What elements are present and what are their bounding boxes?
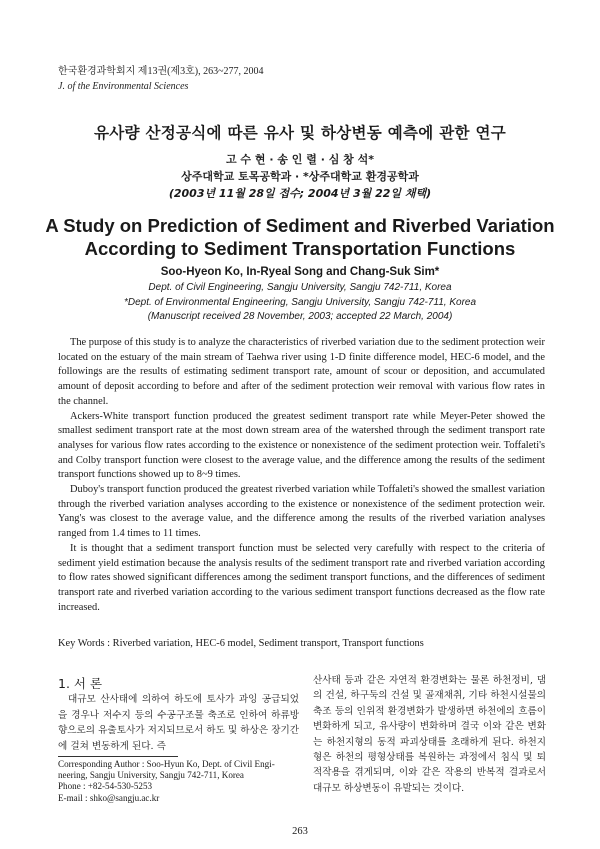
- footnote-line: Corresponding Author : Soo-Hyun Ko, Dept. of Civil Engi-: [58, 759, 275, 769]
- english-author-block: [0, 264, 600, 325]
- footnote-phone: Phone : +82-54-530-5253: [58, 781, 153, 792]
- body-paragraph: 산사태 등과 같은 자연적 환경변화는 물론 하천정비, 댐의 건설, 하구둑의 건설 및 골재채취, 기타 하천시설물의 축조 등의 인위적 환경변화가 발생하면 하천에의 흐름이 변화하게 되고, 유사량이 변화하며 결국 이와 같은 변화는 하천지형의 동적 파괴상태를 초래하게 된다. 하천지형은 하천의 평형상태를 복원하는 과정에서 침식 및 퇴적작용을 겪게되며, 이와 같은 작용의 반복적 결과로서 대규모 하상변동이 유발되는 것이다.: [313, 675, 546, 794]
- abstract: [58, 336, 545, 615]
- body-paragraph: 대규모 산사태에 의하여 하도에 토사가 과잉 공급되었을 경우나 저수지 등의 수공구조물 축조로 인하여 하류방향으로의 유출토사가 저지되므로서 하도 및 하상은 장기간에 걸쳐 변동하게 된다. 즉: [58, 694, 299, 752]
- abstract-paragraph: Ackers-White transport function produced the greatest sediment transport rate while Meyer-Peter showed the smallest sediment transport rate at the most down stream area of the watershed through the sediment transport rate analyses for various flow rates according to the existence or nonexistence of the sediment protection weir. Toffaleti's and Colby transport function were closest to the average value, and the difference among the results of the sediment transport functions showed up to 8~9 times.: [58, 410, 545, 481]
- abstract-paragraph: Duboy's transport function produced the greatest riverbed variation while Toffaleti's showed the smallest variation through the riverbed variation analyses according to the existence or nonexistence of the sediment protection weir. Yang's was closest to the average value, and the difference among the results of the riverbed variation analyses ranged from 1.4 times to 11 times.: [58, 484, 545, 540]
- footnote-divider: [58, 756, 178, 757]
- page-number: 263: [292, 826, 308, 837]
- body-column-right: [313, 673, 546, 796]
- body-column-left: [58, 676, 299, 754]
- korean-dates: (2003년 11월 28일 접수; 2004년 3월 22일 채택): [168, 187, 432, 200]
- abstract-paragraph: The purpose of this study is to analyze the characteristics of riverbed variation due to the sediment protection weir located on the estuary of the main stream of Taehwa river using 1-D finite difference model, HEC-6 model, and the followings are the results of estimating sediment transport rate, amount of scour or deposition, and accumulated amount of deposit according to before and after of the sediment protection weir removal with various flow rates in the channel.: [58, 337, 545, 407]
- english-title-line-2: According to Sediment Transportation Functions: [84, 238, 516, 259]
- english-title-line-1: A Study on Prediction of Sediment and Riverbed Variation: [45, 215, 555, 236]
- corresponding-author-footnote: [58, 759, 299, 804]
- footnote-email: E-mail : shko@sangju.ac.kr: [58, 792, 160, 803]
- keywords: Key Words : Riverbed variation, HEC-6 model, Sediment transport, Transport functions: [58, 638, 424, 649]
- english-title: [0, 214, 600, 260]
- journal-citation-korean: 한국환경과학회지 제13권(제3호), 263~277, 2004: [58, 66, 264, 77]
- korean-author-block: [0, 151, 600, 202]
- korean-author-names: 고 수 현 · 송 인 렬 · 심 창 석*: [225, 153, 375, 166]
- manuscript-dates: (Manuscript received 28 November, 2003; accepted 22 March, 2004): [147, 311, 453, 322]
- journal-name-english: J. of the Environmental Sciences: [58, 81, 189, 92]
- korean-affiliations: 상주대학교 토목공학과 · *상주대학교 환경공학과: [181, 170, 419, 183]
- abstract-paragraph: It is thought that a sediment transport function must be selected very carefully with respect to the criteria of sediment yield estimation because the analysis results of the sediment transport rate and riverbed variation according to flow rates showed significant differences among the sediment transport functions, and the differences of sediment transport rate and riverbed variation according to the various sediment transport functions decreased as the flow rate increased.: [58, 542, 545, 613]
- affiliation-environmental: *Dept. of Environmental Engineering, Sangju University, Sangju 742-711, Korea: [123, 296, 477, 308]
- english-author-names: Soo-Hyeon Ko, In-Ryeal Song and Chang-Suk Sim*: [160, 266, 440, 278]
- affiliation-civil: Dept. of Civil Engineering, Sangju University, Sangju 742-711, Korea: [148, 282, 452, 293]
- journal-header: [58, 64, 264, 94]
- section-heading: 1. 서 론: [58, 676, 103, 691]
- footnote-line: neering, Sangju University, Sangju 742-711, Korea: [58, 770, 244, 781]
- korean-title: 유사량 산정공식에 따른 유사 및 하상변동 예측에 관한 연구: [93, 124, 507, 142]
